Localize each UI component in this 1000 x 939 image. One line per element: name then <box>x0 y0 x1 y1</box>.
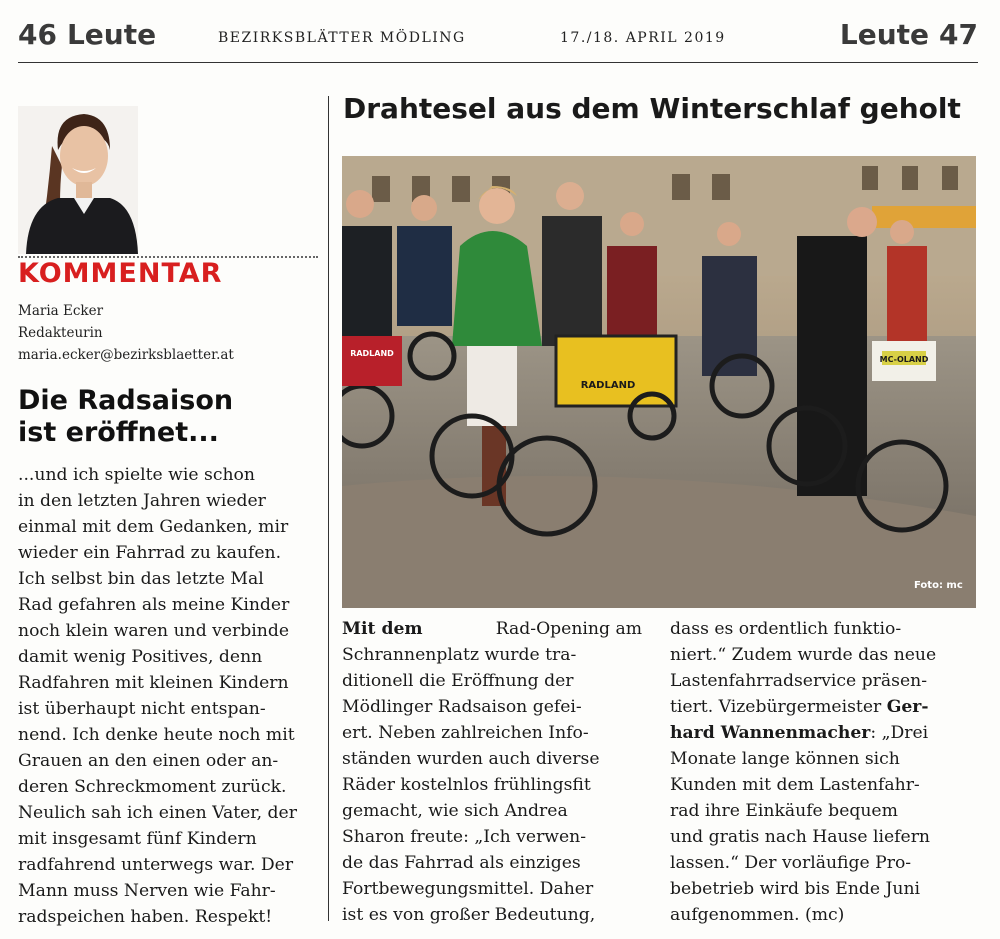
author-portrait <box>18 106 138 254</box>
left-page-number: 46 <box>18 18 57 51</box>
header-rule <box>18 62 978 63</box>
article-line: Schrannenplatz wurde tra- <box>342 645 577 665</box>
article-line: Kunden mit dem Lastenfahr- <box>670 775 920 795</box>
speaker-name-part1: Ger- <box>886 697 929 717</box>
comment-body <box>18 462 314 930</box>
article-line <box>670 694 970 720</box>
article-line: ditionell die Eröffnung der <box>342 671 574 691</box>
comment-line: Neulich sah ich einen Vater, der <box>18 803 297 823</box>
left-page-header <box>18 18 156 51</box>
column-divider <box>328 96 329 921</box>
comment-label: KOMMENTAR <box>18 258 223 289</box>
left-section-title: Leute <box>66 18 157 51</box>
author-email: maria.ecker@bezirksblaetter.at <box>18 347 234 363</box>
article-column-2 <box>670 616 970 928</box>
article-lead: Mit dem <box>342 619 423 639</box>
article-line: ist es von großer Bedeutung, <box>342 905 596 925</box>
comment-line: einmal mit dem Gedanken, mir <box>18 517 289 537</box>
article-line: lassen.“ Der vorläufige Pro- <box>670 853 912 873</box>
author-name: Maria Ecker <box>18 303 104 319</box>
article-line: Mödlinger Radsaison gefei- <box>342 697 582 717</box>
issue-date: 17./18. APRIL 2019 <box>560 30 726 46</box>
article-line: Lastenfahrradservice präsen- <box>670 671 927 691</box>
article-line: aufgenommen. (mc) <box>670 905 845 925</box>
article-headline: Drahtesel aus dem Winterschlaf geholt <box>343 92 961 125</box>
comment-line: Grauen an den einen oder an- <box>18 751 279 771</box>
comment-line: nend. Ich denke heute noch mit <box>18 725 295 745</box>
comment-line: Ich selbst bin das letzte Mal <box>18 569 264 589</box>
basket-sign-right: MC-OLAND <box>879 355 929 364</box>
article-line: ert. Neben zahlreichen Info- <box>342 723 589 743</box>
article-line: niert.“ Zudem wurde das neue <box>670 645 937 665</box>
comment-line: wieder ein Fahrrad zu kaufen. <box>18 543 282 563</box>
article-column-1 <box>342 616 642 928</box>
article-line: Fortbewegungsmittel. Daher <box>342 879 594 899</box>
comment-line: radfahrend unterwegs war. Der <box>18 855 294 875</box>
article-line: gemacht, wie sich Andrea <box>342 801 568 821</box>
comment-headline <box>18 385 233 449</box>
article-line-text: : „Drei <box>870 723 929 743</box>
comment-line: in den letzten Jahren wieder <box>18 491 266 511</box>
article-line: Monate lange können sich <box>670 749 900 769</box>
right-page-number: 47 <box>939 18 978 51</box>
article-line: dass es ordentlich funktio- <box>670 619 902 639</box>
comment-line: damit wenig Positives, denn <box>18 647 263 667</box>
comment-line: ist überhaupt nicht entspan- <box>18 699 266 719</box>
cargo-box-sign: RADLAND <box>580 380 636 391</box>
article-line: ständen wurden auch diverse <box>342 749 600 769</box>
article-line: Räder kostelnlos frühlingsfit <box>342 775 591 795</box>
comment-line: radspeichen haben. Respekt! <box>18 907 273 927</box>
comment-line: deren Schreckmoment zurück. <box>18 777 287 797</box>
right-section-title: Leute <box>839 18 930 51</box>
article-line <box>342 616 642 642</box>
comment-line: ...und ich spielte wie schon <box>18 465 255 485</box>
right-page-header <box>840 18 978 51</box>
article-line-text: tiert. Vizebürgermeister <box>670 697 882 717</box>
article-line: und gratis nach Hause liefern <box>670 827 930 847</box>
author-role: Redakteurin <box>18 325 103 341</box>
comment-line: Rad gefahren als meine Kinder <box>18 595 290 615</box>
article-line: bebetrieb wird bis Ende Juni <box>670 879 921 899</box>
article-line: de das Fahrrad als einziges <box>342 853 581 873</box>
comment-line: Mann muss Nerven wie Fahr- <box>18 881 276 901</box>
article-photo <box>342 156 976 608</box>
speaker-name-part2: hard Wannenmacher <box>670 723 871 743</box>
photo-credit: Foto: mc <box>914 580 963 591</box>
article-line-text: Rad-Opening am <box>495 619 642 639</box>
article-line: rad ihre Einkäufe bequem <box>670 801 898 821</box>
article-line: Sharon freute: „Ich verwen- <box>342 827 587 847</box>
comment-line: noch klein waren und verbinde <box>18 621 290 641</box>
comment-line: mit insgesamt fünf Kindern <box>18 829 257 849</box>
publication-name: BEZIRKSBLÄTTER MÖDLING <box>218 30 466 46</box>
comment-line: Radfahren mit kleinen Kindern <box>18 673 289 693</box>
basket-sign: RADLAND <box>350 349 394 358</box>
comment-headline-line: ist eröffnet... <box>18 417 219 448</box>
author-info <box>18 300 234 366</box>
article-line <box>670 720 970 746</box>
comment-headline-line: Die Radsaison <box>18 385 234 416</box>
